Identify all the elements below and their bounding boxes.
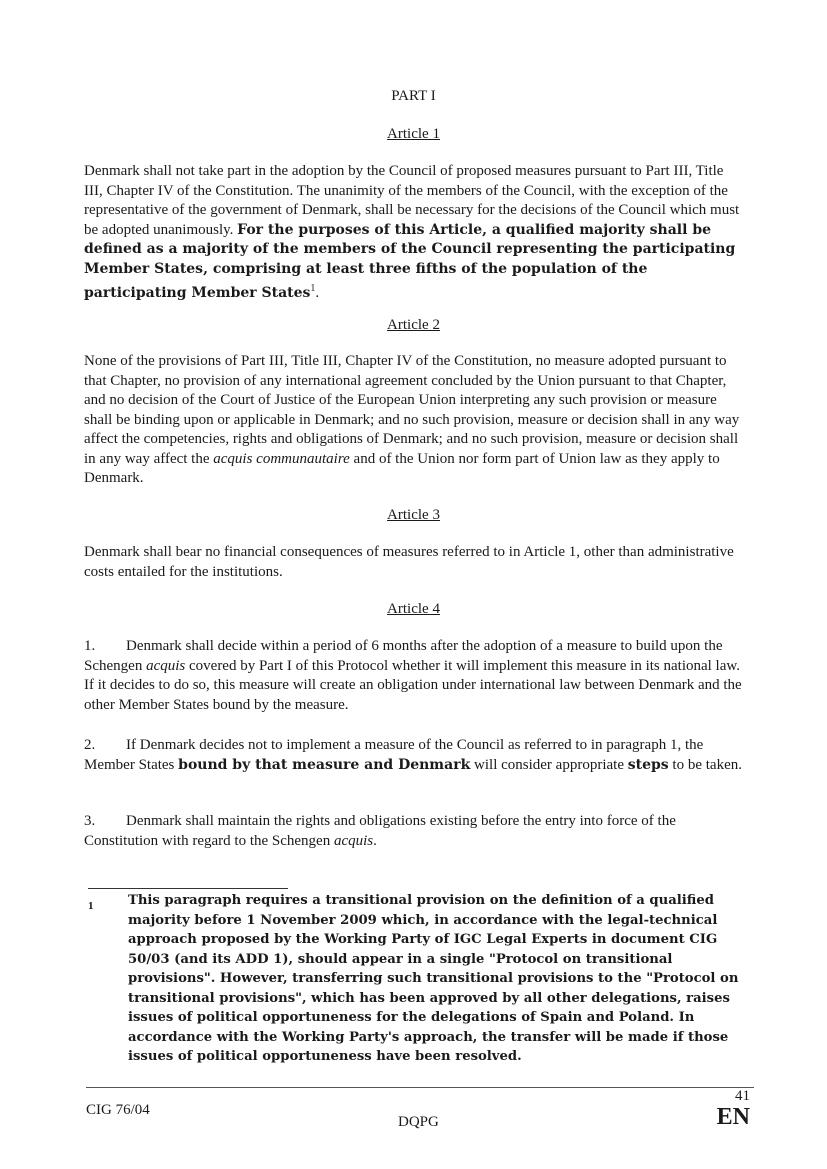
article-2-end: and of the Union nor form part of Union law as they apply to Denmark.: [84, 450, 720, 486]
article-1-text: [84, 162, 744, 304]
paragraph-text: will consider appropriate: [470, 756, 628, 773]
article-2-plain: None of the provisions of Part III, Title III, Chapter IV of the Constitution, no measure adopted pursuant to that Chapter, no provision of any international agreement concluded by the Union pursuant to that Chapter, and no decision of the Court of Justice of the European Union interpreting any such provision or measure shall be binding upon or applicable in Denmark; and no such provision, measure or decision shall in any way affect the competencies, rights and obligations of Denmark; and no such provision, measure or decision shall in any way affect the: [84, 353, 740, 467]
paragraph-italic: acquis: [146, 657, 186, 674]
paragraph-number: 3.: [84, 813, 96, 829]
footnote-mark: 1: [88, 900, 94, 912]
article-1-heading: Article 1: [387, 126, 440, 142]
article-4-paragraph-1: [84, 637, 744, 715]
footnote-separator: [88, 888, 288, 889]
footnote-text: This paragraph requires a transitional provision on the definition of a qualified majority before 1 November 2009 which, in accordance with the legal-technical approach proposed by the Working Party of IGC Legal Experts in document CIG 50/03 (and its ADD 1), should appear in a single "Protocol on transitional provisions". However, transferring such transitional provisions to the "Protocol on transitional provisions", which has been approved by all other delegations, raises issues of political opportuneness for the delegations of Spain and Poland. In accordance with the Working Party's approach, the transfer will be made if those issues of political opportuneness have been resolved.: [128, 893, 739, 1064]
article-4-heading: Article 4: [387, 601, 440, 617]
article-3-text: Denmark shall bear no financial consequences of measures referred to in Article 1, other than administrative costs entailed for the institutions.: [84, 544, 734, 580]
paragraph-text: Denmark shall decide within a period of 6 months after the adoption of a measure to build upon the Schengen: [84, 638, 723, 674]
article-4-paragraph-3: [84, 812, 744, 851]
paragraph-text: Denmark shall maintain the rights and obligations existing before the entry into force of the Constitution with regard to the Schengen: [84, 813, 676, 849]
paragraph-number: 2.: [84, 737, 96, 753]
article-3-heading: Article 3: [387, 507, 440, 523]
paragraph-text: If Denmark decides not to implement a measure of the Council as referred to in paragraph 1, the Member States: [84, 737, 704, 773]
paragraph-bold: bound by that measure and Denmark: [178, 756, 471, 773]
part-title: PART I: [391, 88, 436, 104]
footer-rule: [86, 1087, 754, 1088]
article-1-bold: For the purposes of this Article, a qualified majority shall be defined as a majority of the members of the Council representing the participating Member States, comprising at least three fifths of the population of the participating Member States: [84, 221, 736, 301]
footnote-reference[interactable]: 1: [310, 283, 316, 294]
paragraph-italic: acquis: [333, 832, 374, 849]
paragraph-number: 1.: [84, 638, 96, 654]
article-2-heading: Article 2: [387, 317, 440, 333]
article-4-paragraph-2: [84, 736, 744, 775]
department-code: DQPG: [398, 1114, 439, 1130]
article-1-end: .: [315, 285, 320, 301]
article-1-plain: Denmark shall not take part in the adoption by the Council of proposed measures pursuant to Part III, Title III, Chapter IV of the Constitution. The unanimity of the members of the Council, with the exception of the representative of the government of Denmark, shall be necessary for the decisions of the Council which must be adopted unanimously.: [84, 163, 740, 238]
article-2-italic: acquis communautaire: [213, 450, 350, 467]
language-code: EN: [716, 1104, 750, 1130]
paragraph-text: .: [373, 832, 377, 849]
page-number: 41: [735, 1088, 750, 1104]
paragraph-text: to be taken.: [668, 756, 742, 773]
paragraph-text: covered by Part I of this Protocol whether it will implement this measure in its national law. If it decides to do so, this measure will create an obligation under international law between Denmark and the other Member States bound by the measure.: [84, 657, 742, 713]
document-reference: CIG 76/04: [86, 1102, 150, 1118]
article-2-text: [84, 352, 744, 489]
paragraph-bold: steps: [627, 756, 669, 773]
